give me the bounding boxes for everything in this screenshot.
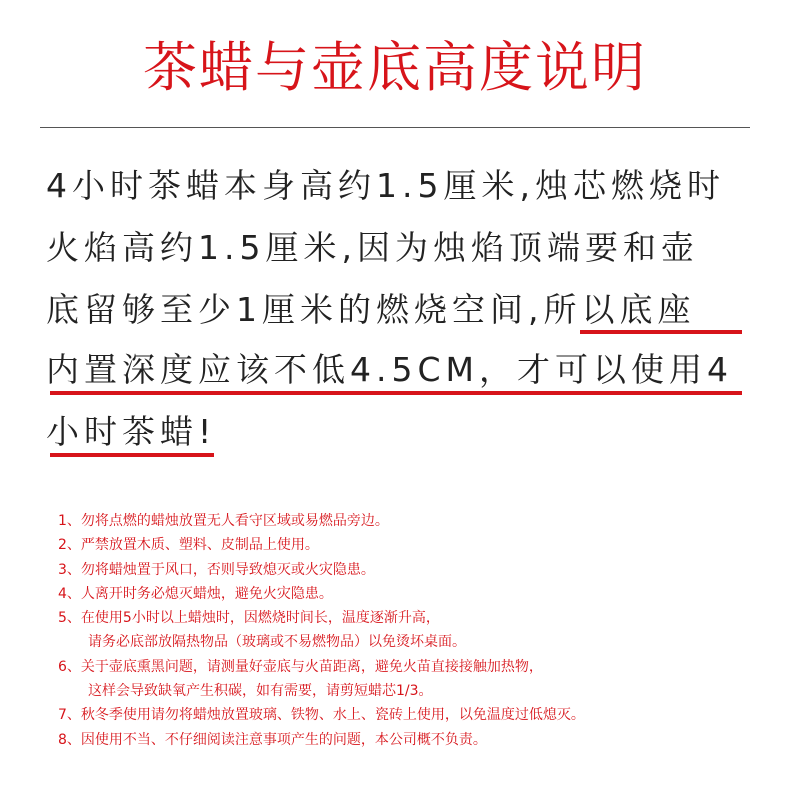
main-text-line-2: 火焰高约1.5厘米,因为烛焰顶端要和壶 xyxy=(46,228,699,267)
emphasis-underline-2 xyxy=(50,391,742,395)
note-item-6: 6、关于壶底熏黑问题，请测量好壶底与火苗距离，避免火苗直接接触加热物， xyxy=(58,658,543,675)
note-item-5: 5、在使用5小时以上蜡烛时，因燃烧时间长，温度逐渐升高， xyxy=(58,610,440,627)
note-item-5-continuation: 请务必底部放隔热物品（玻璃或不易燃物品）以免烫坏桌面。 xyxy=(88,634,466,651)
emphasis-underline-3 xyxy=(50,453,214,457)
title-divider xyxy=(40,127,750,128)
note-item-8: 8、因使用不当、不仔细阅读注意事项产生的问题，本公司概不负责。 xyxy=(58,731,487,748)
note-item-4: 4、人离开时务必熄灭蜡烛，避免火灾隐患。 xyxy=(58,585,333,602)
main-text-line-3-plain: 底留够至少1厘米的燃烧空间, xyxy=(46,290,544,329)
notes-list xyxy=(58,509,758,752)
note-item-3: 3、勿将蜡烛置于风口，否则导致熄灭或火灾隐患。 xyxy=(58,561,375,578)
main-text-line-5: 小时茶蜡! xyxy=(46,412,217,451)
note-item-7: 7、秋冬季使用请勿将蜡烛放置玻璃、铁物、水上、瓷砖上使用，以免温度过低熄灭。 xyxy=(58,707,585,724)
note-item-2: 2、严禁放置木质、塑料、皮制品上使用。 xyxy=(58,537,319,554)
note-item-6-continuation: 这样会导致缺氧产生积碳，如有需要，请剪短蜡芯1/3。 xyxy=(88,683,433,700)
main-text-line-3 xyxy=(46,286,696,334)
emphasis-underline-1 xyxy=(580,330,742,334)
note-item-1: 1、勿将点燃的蜡烛放置无人看守区域或易燃品旁边。 xyxy=(58,513,389,529)
page-title: 茶蜡与壶底高度说明 xyxy=(143,36,647,99)
main-text-line-4: 内置深度应该不低4.5CM，才可以使用4 xyxy=(46,350,733,389)
main-text-line-3-emphasis: 所以底座 xyxy=(543,290,696,329)
main-text-line-1: 4小时茶蜡本身高约1.5厘米,烛芯燃烧时 xyxy=(46,166,725,205)
